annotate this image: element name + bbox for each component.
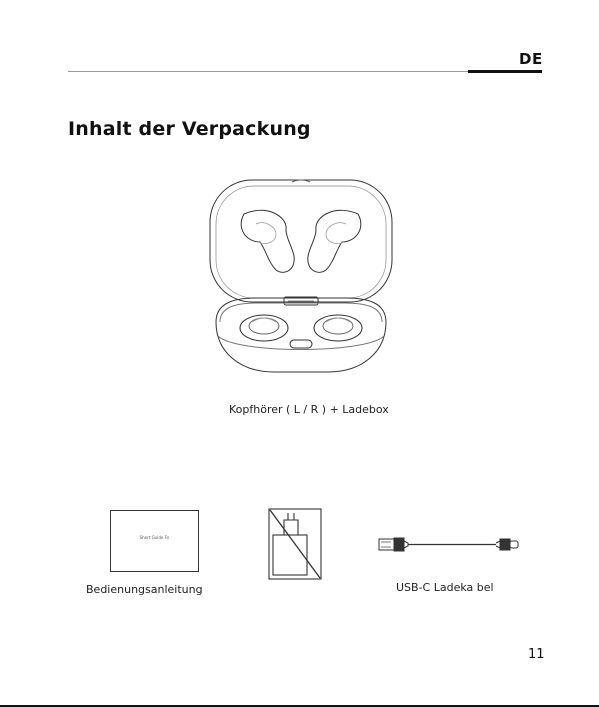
manual-caption: Bedienungsanleitung xyxy=(86,583,203,596)
page-number: 11 xyxy=(528,647,545,662)
usb-c-cable-icon xyxy=(378,535,520,555)
charger-not-included-icon xyxy=(268,508,322,580)
earbuds-charging-case-icon xyxy=(206,176,396,376)
header-rule xyxy=(68,71,468,72)
section-title: Inhalt der Verpackung xyxy=(68,118,311,140)
language-code: DE xyxy=(519,50,543,68)
case-caption: Kopfhörer ( L / R ) + Ladebox xyxy=(229,403,389,416)
cable-caption: USB-C Ladeka bel xyxy=(396,581,494,594)
manual-booklet-icon xyxy=(110,510,199,572)
manual-cover-text: Short Guide Fn xyxy=(139,535,170,540)
header-rule-accent xyxy=(468,70,542,73)
